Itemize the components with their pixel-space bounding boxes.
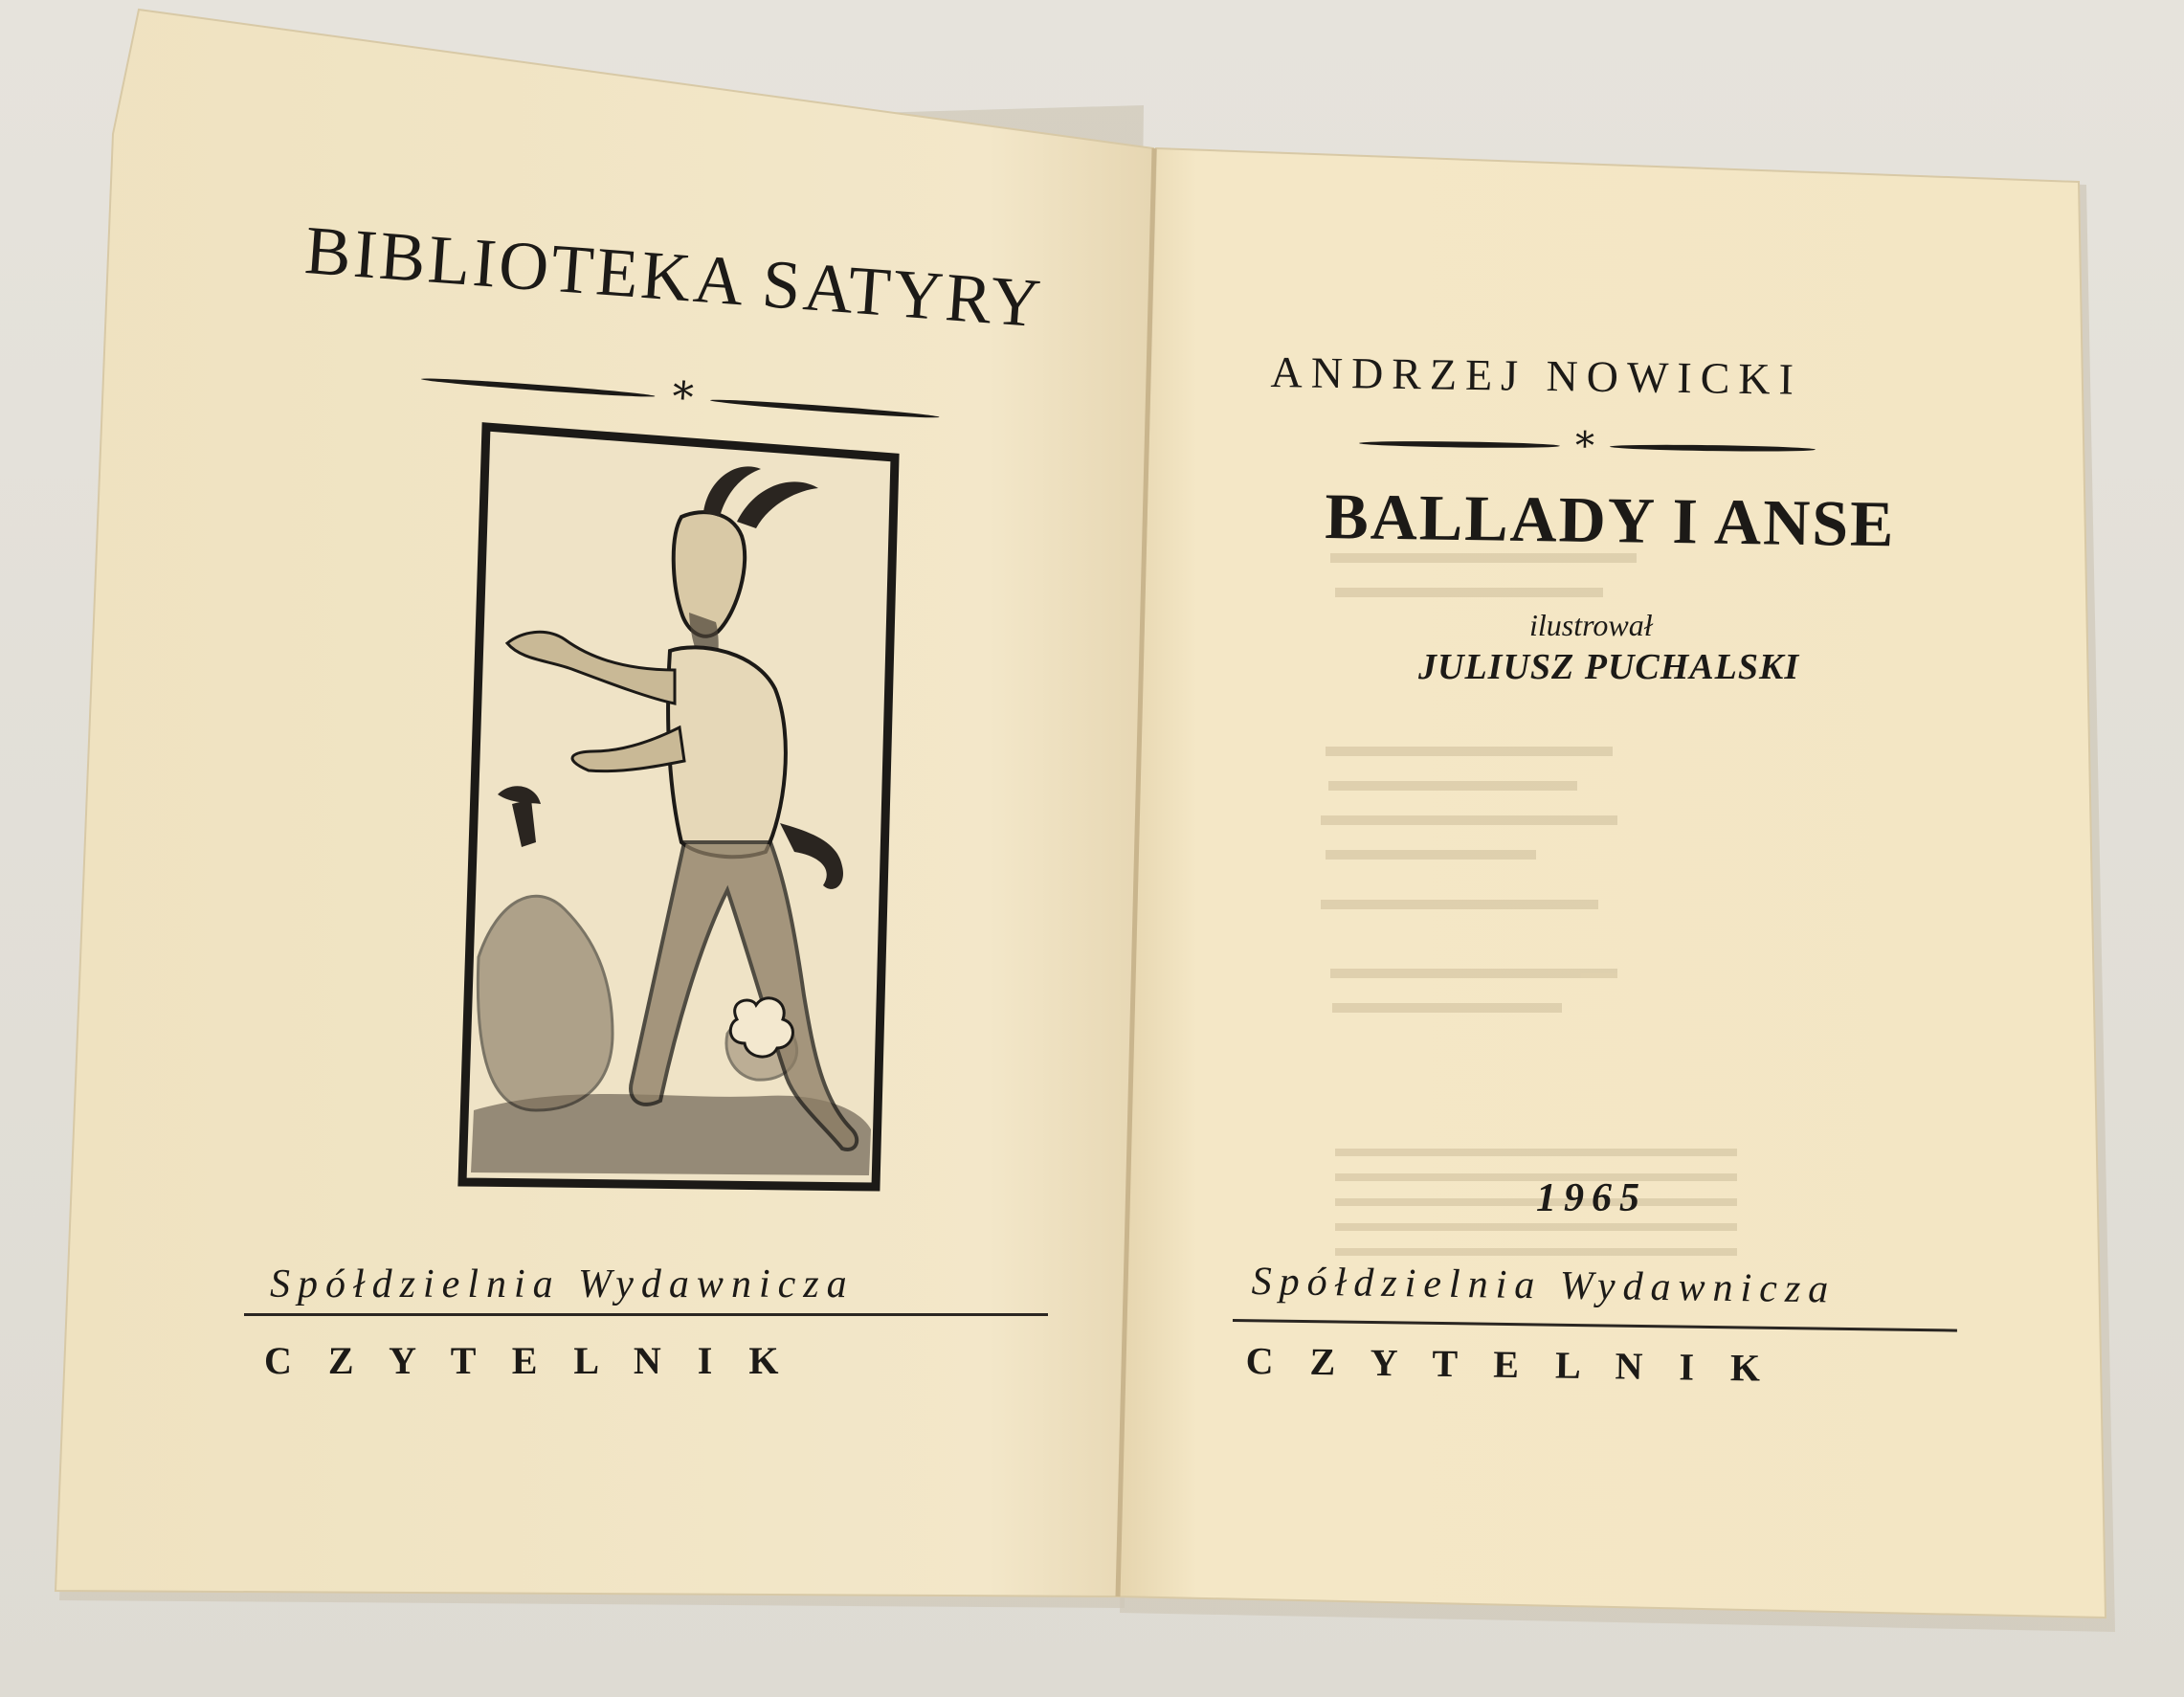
- series-title: BIBLIOTEKA SATYRY: [302, 211, 1046, 343]
- divider-star: *: [670, 372, 696, 423]
- divider-star: *: [1574, 424, 1595, 469]
- right-publisher-imprint: C Z Y T E L N I K: [1245, 1338, 1774, 1390]
- divider-line-left: [1359, 440, 1560, 449]
- illustrator-name: JULIUSZ PUCHALSKI: [1418, 647, 1800, 687]
- right-author-divider: [1359, 421, 1839, 472]
- left-publisher-name: Spółdzielnia Wydawnicza: [270, 1262, 855, 1306]
- satyr-torso: [668, 647, 786, 857]
- illustrated-by-label: ilustrował: [1529, 608, 1653, 642]
- divider-line-right: [710, 397, 940, 420]
- divider-line-left: [421, 376, 656, 399]
- author-name: ANDRZEJ NOWICKI: [1270, 346, 1803, 404]
- right-publisher-name: Spółdzielnia Wydawnicza: [1251, 1259, 1837, 1312]
- divider-line-right: [1610, 444, 1816, 453]
- left-publisher-rule: [244, 1313, 1048, 1316]
- woodcut-satyr-illustration: [462, 427, 895, 1187]
- book-title: BALLADY I ANSE: [1324, 479, 1897, 561]
- publication-year: 1965: [1536, 1176, 1647, 1220]
- left-publisher-imprint: C Z Y T E L N I K: [264, 1339, 792, 1382]
